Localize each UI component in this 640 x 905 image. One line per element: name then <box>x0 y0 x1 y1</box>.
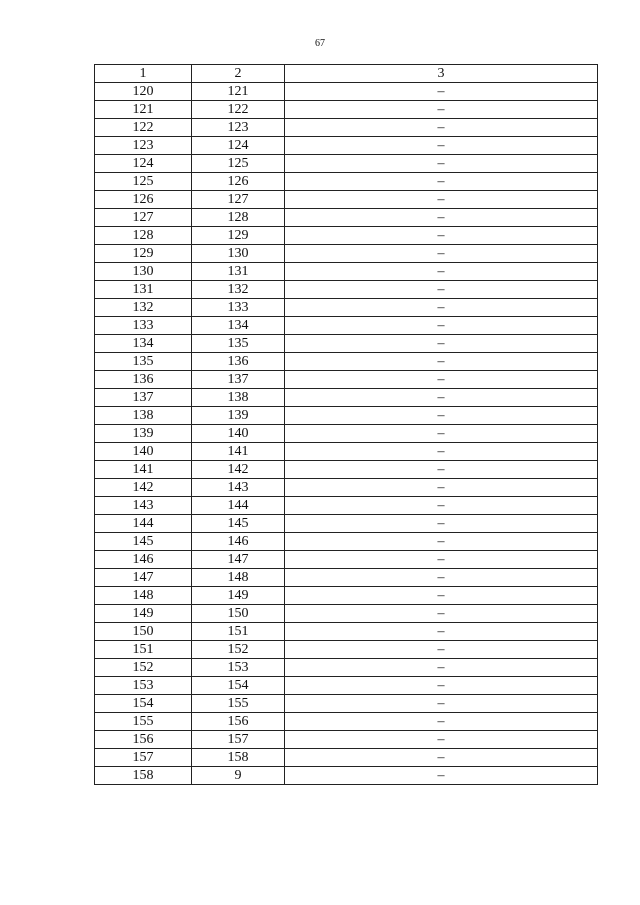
table-cell-col-2: 150 <box>192 605 285 623</box>
table-cell-col-3: – <box>285 101 598 119</box>
table-row <box>95 191 598 209</box>
table-cell-col-3: – <box>285 245 598 263</box>
table-row <box>95 227 598 245</box>
data-table-container <box>94 64 596 785</box>
table-cell-col-3: – <box>285 425 598 443</box>
table-cell-col-1: 141 <box>95 461 192 479</box>
table-cell-col-3: – <box>285 83 598 101</box>
table-cell-col-2: 121 <box>192 83 285 101</box>
table-cell-col-2: 129 <box>192 227 285 245</box>
table-cell-col-3: – <box>285 407 598 425</box>
column-header-1: 1 <box>95 65 192 83</box>
table-cell-col-3: – <box>285 479 598 497</box>
table-cell-col-2: 154 <box>192 677 285 695</box>
table-row <box>95 389 598 407</box>
table-cell-col-3: – <box>285 587 598 605</box>
table-row <box>95 731 598 749</box>
table-cell-col-2: 9 <box>192 767 285 785</box>
table-cell-col-1: 122 <box>95 119 192 137</box>
table-cell-col-3: – <box>285 191 598 209</box>
table-cell-col-1: 134 <box>95 335 192 353</box>
table-row <box>95 551 598 569</box>
table-row <box>95 569 598 587</box>
table-cell-col-3: – <box>285 389 598 407</box>
table-cell-col-2: 143 <box>192 479 285 497</box>
table-cell-col-3: – <box>285 299 598 317</box>
table-row <box>95 371 598 389</box>
table-cell-col-2: 158 <box>192 749 285 767</box>
table-cell-col-3: – <box>285 371 598 389</box>
table-cell-col-3: – <box>285 443 598 461</box>
table-cell-col-3: – <box>285 569 598 587</box>
table-cell-col-1: 144 <box>95 515 192 533</box>
column-header-3: 3 <box>285 65 598 83</box>
table-row <box>95 209 598 227</box>
table-cell-col-1: 120 <box>95 83 192 101</box>
table-row <box>95 245 598 263</box>
table-cell-col-1: 123 <box>95 137 192 155</box>
table-row <box>95 101 598 119</box>
table-cell-col-1: 148 <box>95 587 192 605</box>
table-cell-col-3: – <box>285 353 598 371</box>
header-row <box>95 65 598 83</box>
table-cell-col-1: 133 <box>95 317 192 335</box>
table-cell-col-1: 137 <box>95 389 192 407</box>
table-row <box>95 659 598 677</box>
table-row <box>95 749 598 767</box>
table-row <box>95 641 598 659</box>
table-cell-col-2: 127 <box>192 191 285 209</box>
table-cell-col-2: 155 <box>192 695 285 713</box>
table-cell-col-3: – <box>285 623 598 641</box>
table-cell-col-2: 145 <box>192 515 285 533</box>
table-cell-col-2: 157 <box>192 731 285 749</box>
table-cell-col-1: 152 <box>95 659 192 677</box>
table-cell-col-3: – <box>285 209 598 227</box>
table-cell-col-2: 123 <box>192 119 285 137</box>
table-cell-col-1: 131 <box>95 281 192 299</box>
table-cell-col-3: – <box>285 317 598 335</box>
table-cell-col-3: – <box>285 659 598 677</box>
table-cell-col-3: – <box>285 173 598 191</box>
table-row <box>95 605 598 623</box>
table-row <box>95 263 598 281</box>
data-table <box>94 64 598 785</box>
table-cell-col-1: 156 <box>95 731 192 749</box>
table-cell-col-1: 136 <box>95 371 192 389</box>
table-cell-col-2: 142 <box>192 461 285 479</box>
table-cell-col-1: 157 <box>95 749 192 767</box>
table-row <box>95 425 598 443</box>
table-cell-col-2: 132 <box>192 281 285 299</box>
table-cell-col-3: – <box>285 119 598 137</box>
table-cell-col-2: 140 <box>192 425 285 443</box>
table-cell-col-3: – <box>285 155 598 173</box>
table-cell-col-1: 126 <box>95 191 192 209</box>
table-cell-col-3: – <box>285 497 598 515</box>
table-cell-col-1: 138 <box>95 407 192 425</box>
table-cell-col-1: 128 <box>95 227 192 245</box>
table-cell-col-2: 131 <box>192 263 285 281</box>
table-row <box>95 407 598 425</box>
table-cell-col-2: 136 <box>192 353 285 371</box>
page-number: 67 <box>315 38 325 49</box>
table-row <box>95 515 598 533</box>
table-cell-col-2: 144 <box>192 497 285 515</box>
table-cell-col-1: 149 <box>95 605 192 623</box>
column-header-2: 2 <box>192 65 285 83</box>
table-cell-col-1: 142 <box>95 479 192 497</box>
table-row <box>95 461 598 479</box>
table-cell-col-3: – <box>285 281 598 299</box>
table-cell-col-1: 130 <box>95 263 192 281</box>
table-row <box>95 479 598 497</box>
table-cell-col-2: 137 <box>192 371 285 389</box>
table-cell-col-2: 149 <box>192 587 285 605</box>
table-row <box>95 335 598 353</box>
table-cell-col-2: 138 <box>192 389 285 407</box>
table-cell-col-2: 125 <box>192 155 285 173</box>
table-cell-col-2: 133 <box>192 299 285 317</box>
table-cell-col-2: 139 <box>192 407 285 425</box>
table-cell-col-2: 130 <box>192 245 285 263</box>
table-row <box>95 353 598 371</box>
table-row <box>95 443 598 461</box>
table-row <box>95 695 598 713</box>
table-cell-col-1: 139 <box>95 425 192 443</box>
table-cell-col-1: 143 <box>95 497 192 515</box>
table-cell-col-2: 148 <box>192 569 285 587</box>
table-row <box>95 587 598 605</box>
table-cell-col-2: 146 <box>192 533 285 551</box>
table-cell-col-3: – <box>285 731 598 749</box>
table-cell-col-2: 124 <box>192 137 285 155</box>
table-row <box>95 173 598 191</box>
table-cell-col-2: 128 <box>192 209 285 227</box>
table-cell-col-3: – <box>285 263 598 281</box>
table-row <box>95 767 598 785</box>
table-cell-col-1: 146 <box>95 551 192 569</box>
table-row <box>95 299 598 317</box>
table-cell-col-1: 127 <box>95 209 192 227</box>
table-cell-col-2: 151 <box>192 623 285 641</box>
table-cell-col-2: 147 <box>192 551 285 569</box>
table-cell-col-3: – <box>285 137 598 155</box>
table-cell-col-3: – <box>285 533 598 551</box>
table-row <box>95 497 598 515</box>
table-row <box>95 623 598 641</box>
table-row <box>95 677 598 695</box>
table-cell-col-3: – <box>285 551 598 569</box>
table-cell-col-3: – <box>285 641 598 659</box>
table-cell-col-2: 122 <box>192 101 285 119</box>
table-cell-col-1: 150 <box>95 623 192 641</box>
table-cell-col-1: 121 <box>95 101 192 119</box>
table-cell-col-3: – <box>285 767 598 785</box>
table-cell-col-2: 156 <box>192 713 285 731</box>
table-row <box>95 119 598 137</box>
table-row <box>95 533 598 551</box>
table-cell-col-1: 147 <box>95 569 192 587</box>
table-cell-col-2: 135 <box>192 335 285 353</box>
table-cell-col-3: – <box>285 335 598 353</box>
table-row <box>95 281 598 299</box>
table-cell-col-3: – <box>285 677 598 695</box>
table-cell-col-1: 132 <box>95 299 192 317</box>
table-cell-col-2: 152 <box>192 641 285 659</box>
table-cell-col-1: 158 <box>95 767 192 785</box>
table-cell-col-3: – <box>285 605 598 623</box>
table-cell-col-1: 135 <box>95 353 192 371</box>
table-cell-col-3: – <box>285 749 598 767</box>
table-row <box>95 155 598 173</box>
table-cell-col-2: 141 <box>192 443 285 461</box>
table-cell-col-2: 153 <box>192 659 285 677</box>
table-cell-col-1: 129 <box>95 245 192 263</box>
table-row <box>95 713 598 731</box>
table-cell-col-3: – <box>285 695 598 713</box>
table-cell-col-1: 155 <box>95 713 192 731</box>
table-row <box>95 83 598 101</box>
table-body <box>95 83 598 785</box>
table-cell-col-3: – <box>285 461 598 479</box>
table-cell-col-1: 151 <box>95 641 192 659</box>
table-cell-col-1: 124 <box>95 155 192 173</box>
table-cell-col-2: 134 <box>192 317 285 335</box>
table-cell-col-3: – <box>285 515 598 533</box>
table-row <box>95 137 598 155</box>
table-cell-col-1: 145 <box>95 533 192 551</box>
table-cell-col-1: 125 <box>95 173 192 191</box>
table-cell-col-1: 140 <box>95 443 192 461</box>
table-row <box>95 317 598 335</box>
table-cell-col-1: 153 <box>95 677 192 695</box>
table-cell-col-2: 126 <box>192 173 285 191</box>
table-header <box>95 65 598 83</box>
table-cell-col-1: 154 <box>95 695 192 713</box>
table-cell-col-3: – <box>285 713 598 731</box>
table-cell-col-3: – <box>285 227 598 245</box>
